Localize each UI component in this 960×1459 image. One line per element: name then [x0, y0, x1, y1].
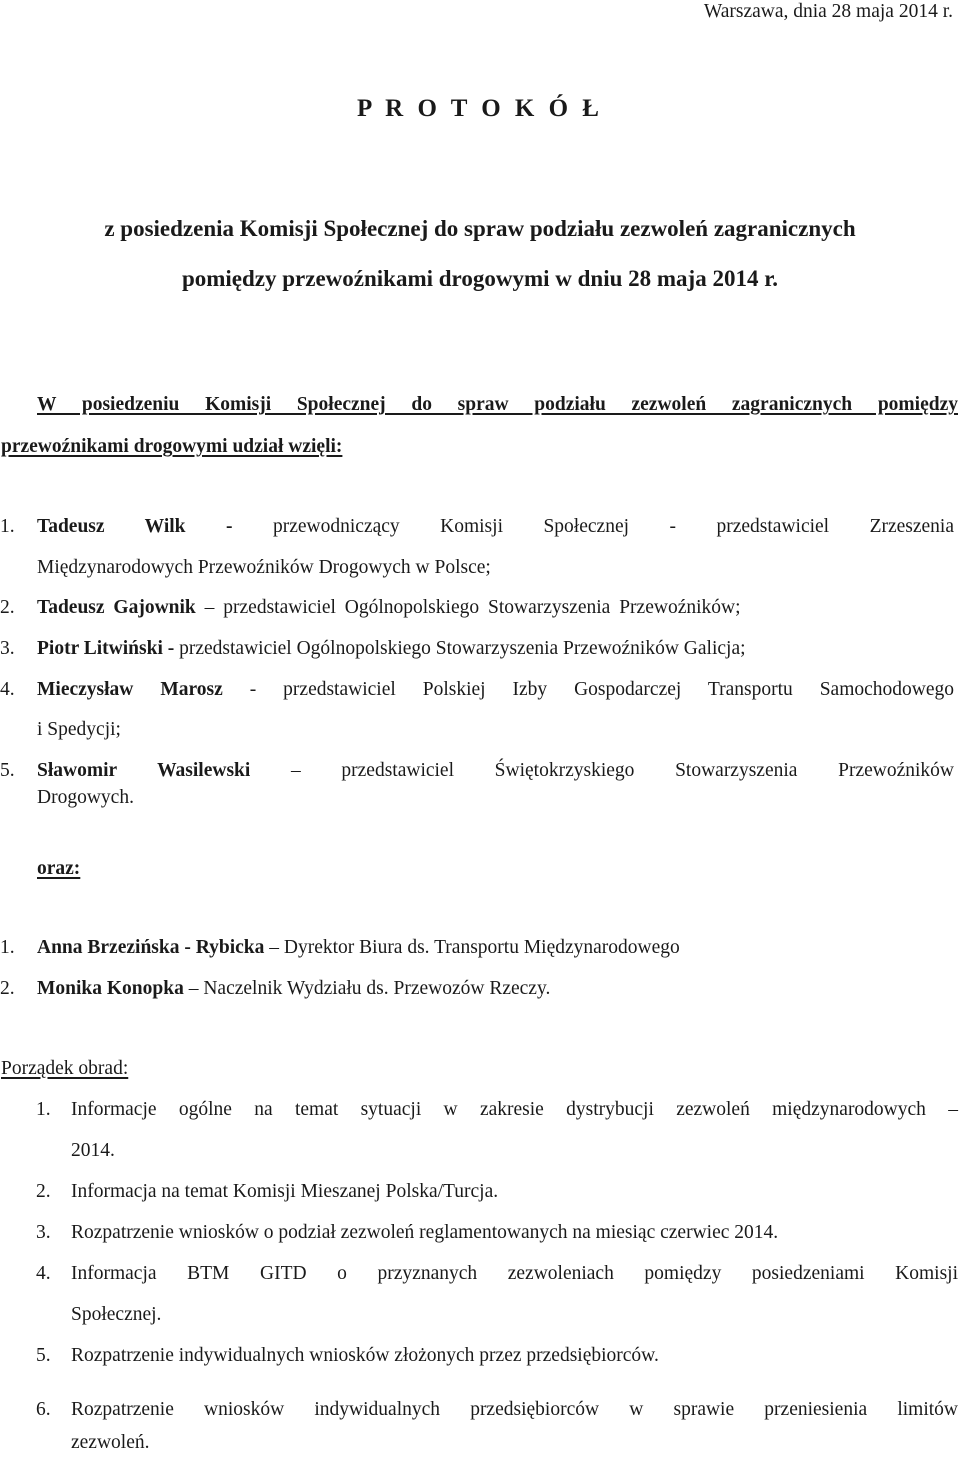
participant-line: [37, 638, 954, 660]
agenda-item-continued: zezwoleń.: [71, 1432, 150, 1453]
agenda-item: Informacje ogólne na temat sytuacji w zakresie dystrybucji zezwoleń międzynarodowych –: [71, 1099, 958, 1120]
participant-name: Piotr Litwiński -: [37, 638, 175, 659]
participant-number: 2.: [0, 597, 15, 618]
intro-line-1: W posiedzeniu Komisji Społecznej do spraw podziału zezwoleń zagranicznych pomiędzy: [37, 394, 958, 415]
participant-line: [37, 760, 954, 782]
agenda-number: 1.: [36, 1099, 51, 1120]
guest-role: – Dyrektor Biura ds. Transportu Międzynarodowego: [269, 937, 680, 958]
agenda-item: Informacja na temat Komisji Mieszanej Polska/Turcja.: [71, 1181, 499, 1202]
participant-number: 5.: [0, 760, 15, 781]
subtitle-line-1: z posiedzenia Komisji Społecznej do spraw podziału zezwoleń zagranicznych: [104, 216, 856, 241]
also-heading: oraz:: [37, 858, 81, 879]
guest-number: 2.: [0, 978, 15, 999]
participant-name: Tadeusz Gajownik: [37, 597, 196, 618]
agenda-number: 4.: [36, 1263, 51, 1284]
guest-name: Monika Konopka: [37, 978, 184, 999]
agenda-item-continued: 2014.: [71, 1140, 115, 1161]
participant-role-continued: i Spedycji;: [37, 719, 121, 740]
participant-number: 3.: [0, 638, 15, 659]
agenda-item: Rozpatrzenie indywidualnych wniosków złożonych przez przedsiębiorców.: [71, 1345, 659, 1366]
participant-role: przewodniczący Komisji Społecznej - przedstawiciel Zrzeszenia: [272, 516, 955, 537]
guest-number: 1.: [0, 937, 15, 958]
agenda-number: 3.: [36, 1222, 51, 1243]
subtitle-line-2: pomiędzy przewoźnikami drogowymi w dniu 28 maja 2014 r.: [181, 266, 779, 291]
participant-number: 1.: [0, 516, 15, 537]
guest-role: – Naczelnik Wydziału ds. Przewozów Rzeczy.: [188, 978, 551, 999]
guest-line: [37, 978, 954, 1000]
agenda-number: 5.: [36, 1345, 51, 1366]
agenda-item-continued: Społecznej.: [71, 1304, 162, 1325]
agenda-number: 2.: [36, 1181, 51, 1202]
agenda-item: Rozpatrzenie wniosków o podział zezwoleń reglamentowanych na miesiąc czerwiec 2014.: [71, 1222, 779, 1243]
participant-line: [37, 597, 954, 619]
participant-role-continued: Drogowych.: [37, 787, 134, 808]
participant-role: – przedstawiciel Świętokrzyskiego Stowarzyszenia Przewoźników: [290, 760, 954, 781]
intro-line-2: przewoźnikami drogowymi udział wzięli:: [1, 436, 343, 457]
participant-role-continued: Międzynarodowych Przewoźników Drogowych w Polsce;: [37, 557, 491, 578]
participant-role: - przedstawiciel Polskiej Izby Gospodarczej Transportu Samochodowego: [249, 679, 955, 700]
participant-line: [37, 516, 954, 538]
document-title: P R O T O K Ó Ł: [357, 95, 603, 122]
participant-name: Tadeusz Wilk -: [37, 516, 233, 537]
agenda-number: 6.: [36, 1399, 51, 1420]
participant-name: Sławomir Wasilewski: [37, 760, 251, 781]
agenda-heading: Porządek obrad:: [1, 1058, 129, 1079]
guest-line: [37, 937, 954, 959]
document-date: Warszawa, dnia 28 maja 2014 r.: [703, 1, 953, 22]
participant-line: [37, 679, 954, 701]
participant-role: przedstawiciel Ogólnopolskiego Stowarzyszenia Przewoźników Galicja;: [179, 638, 746, 659]
agenda-item: Rozpatrzenie wniosków indywidualnych przedsiębiorców w sprawie przeniesienia limitów: [71, 1399, 958, 1420]
guest-name: Anna Brzezińska - Rybicka: [37, 937, 265, 958]
participant-role: – przedstawiciel Ogólnopolskiego Stowarzyszenia Przewoźników;: [204, 597, 741, 618]
participant-number: 4.: [0, 679, 15, 700]
participant-name: Mieczysław Marosz: [37, 679, 223, 700]
agenda-item: Informacja BTM GITD o przyznanych zezwoleniach pomiędzy posiedzeniami Komisji: [71, 1263, 958, 1284]
